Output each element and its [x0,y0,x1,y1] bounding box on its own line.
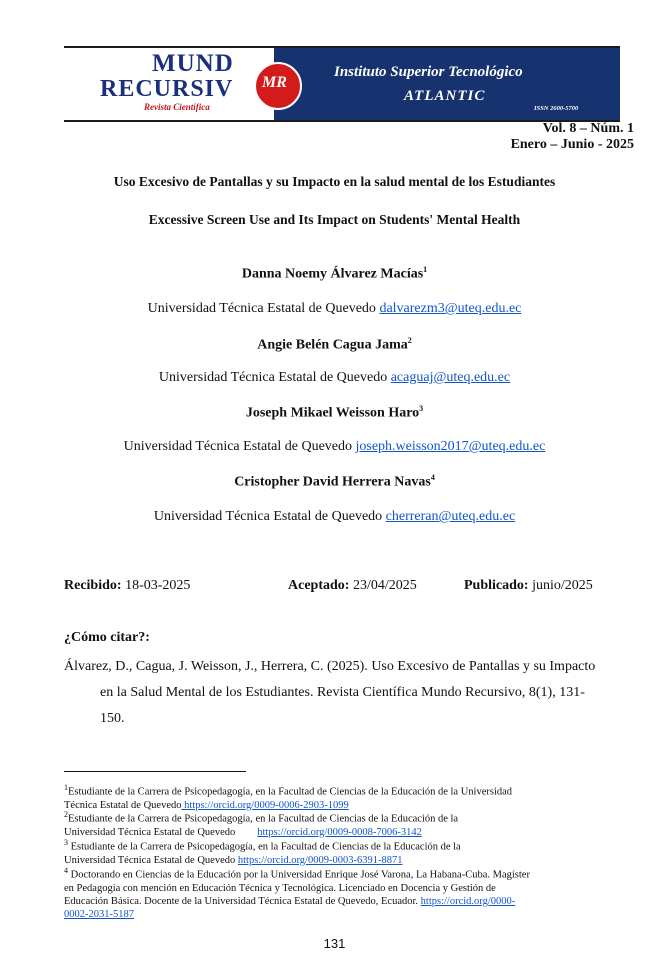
author-name: Joseph Mikael Weisson Haro$^3$ [245,404,424,421]
volume-number: Vol. 8 – Núm. 1 [542,121,634,136]
footnote: $^2$Estudiante de la Carrera de Psicopedagogía, en la Facultad de Ciencias de la Educación de la Universidad Técnica Estatal de Quevedo https://orcid.org/0009-0008-7006-3142 [64,810,459,838]
institute-atlantic: ATLANTIC [404,88,486,104]
journal-banner [64,46,620,122]
author-name: Danna Noemy Álvarez Macías$^1$ [241,265,428,282]
logo-recursiv-text: RECURSIV [100,76,234,102]
author-name: Cristopher David Herrera Navas$^4$ [234,473,435,490]
orcid-link[interactable]: https://orcid.org/0009-0003-6391-8871 [237,854,403,866]
issue-period: Enero – Junio - 2025 [510,137,634,152]
author-email-link[interactable]: acaguaj@uteq.edu.ec [390,370,511,385]
author-affiliation: Universidad Técnica Estatal de Quevedo joseph.weisson2017@uteq.edu.ec [123,439,546,454]
footnote: $^3$ Estudiante de la Carrera de Psicopedagogía, en la Facultad de Ciencias de la Educación de la Universidad Técnica Estatal de Quevedo https://orcid.org/0009-0003-6391-8871 [64,838,461,866]
author-affiliation: Universidad Técnica Estatal de Quevedo cherreran@uteq.edu.ec [153,509,516,524]
footnote: $^1$Estudiante de la Carrera de Psicopedagogía, en la Facultad de Ciencias de la Educación de la Universidad Técnica Estatal de Quevedo https://orcid.org/0009-0006-2903-1099 [64,783,513,811]
published-date: Publicado: junio/2025 [464,578,593,593]
institute-name: Instituto Superior Tecnológico [334,64,523,80]
footnote: $^4$ Doctorando en Ciencias de la Educación por la Universidad Enrique José Varona, La Habana-Cuba. Magíster en Pedagogía con mención en Educación Técnica y Tecnológica. Licenciado en Docencia y Gestión de Educación Básica. Docente de la Universidad Técnica Estatal de Quevedo, Ecuador. https://orcid.org/0000- 0002-2031-5187 [64,866,530,920]
title-spanish: Uso Excesivo de Pantallas y su Impacto en la salud mental de los Estudiantes [113,174,556,189]
author-email-link[interactable]: dalvarezm3@uteq.edu.ec [379,301,522,316]
author-email-link[interactable]: cherreran@uteq.edu.ec [385,509,516,524]
received-date: Recibido: 18-03-2025 [64,578,191,593]
author-name: Angie Belén Cagua Jama$^2$ [257,336,412,353]
orcid-link[interactable]: https://orcid.org/0000- [420,895,516,907]
logo-mund-text: MUND [152,50,234,77]
orcid-link[interactable]: https://orcid.org/0009-0008-7006-3142 [257,826,422,838]
cite-heading: ¿Cómo citar?: [64,630,150,645]
logo-subtitle: Revista Científica [144,102,210,112]
author-affiliation: Universidad Técnica Estatal de Quevedo acaguaj@uteq.edu.ec [158,370,511,385]
author-email-link[interactable]: joseph.weisson2017@uteq.edu.ec [355,439,546,454]
citation-text: Álvarez, D., Cagua, J. Weisson, J., Herrera, C. (2025). Uso Excesivo de Pantallas y su Impacto en la Salud Mental de los Estudiantes. Revista Científica Mundo Recursivo, 8(1), 131- 150. [64,659,596,726]
footnote-separator [64,771,246,772]
accepted-date: Aceptado: 23/04/2025 [288,578,417,593]
title-english: Excessive Screen Use and Its Impact on Students' Mental Health [148,212,521,227]
orcid-link[interactable]: 0002-2031-5187 [64,908,134,920]
issn-label: ISSN 2600-5700 [534,105,579,112]
orcid-link[interactable]: https://orcid.org/0009-0006-2903-1099 [181,799,349,811]
mr-logo-text: MR [262,74,287,91]
author-affiliation: Universidad Técnica Estatal de Quevedo dalvarezm3@uteq.edu.ec [147,301,522,316]
page-number: 131 [323,936,346,951]
